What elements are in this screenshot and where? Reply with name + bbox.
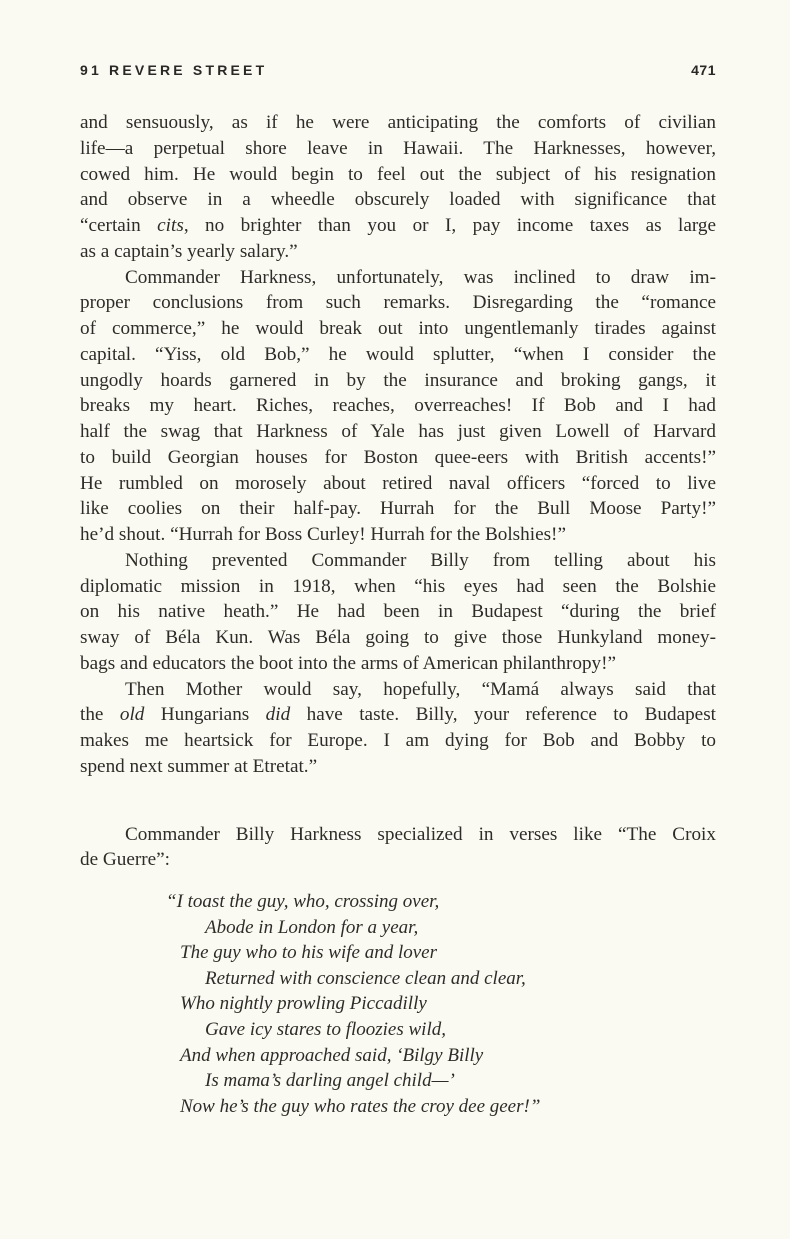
verse-line: The guy who to his wife and lover: [180, 942, 438, 964]
text-line: Nothing prevented Commander Billy from telling about his: [125, 549, 716, 571]
page-number: 471: [691, 62, 716, 78]
text-line: makes me heartsick for Europe. I am dying for Bob and Bobby to: [80, 730, 716, 751]
text-line: diplomatic mission in 1918, when “his eyes had seen the Bolshie: [80, 575, 716, 597]
text-line: capital. “Yiss, old Bob,” he would splutter, “when I consider the: [80, 343, 716, 365]
paragraph: [80, 677, 716, 780]
text-line: of commerce,” he would break out into ungentlemanly tirades against: [80, 318, 716, 339]
text-line: half the swag that Harkness of Yale has just given Lowell of Harvard: [80, 421, 716, 442]
text-line: Commander Billy Harkness specialized in verses like “The Croix: [125, 823, 716, 845]
verse-stanza: [80, 889, 716, 1119]
page-body: [80, 110, 716, 1119]
verse-line: Gave icy stares to floozies wild,: [205, 1018, 446, 1040]
text-line: He rumbled on morosely about retired naval officers “forced to live: [80, 472, 716, 494]
text-line: proper conclusions from such remarks. Disregarding the “romance: [80, 292, 716, 314]
text-line: Then Mother would say, hopefully, “Mamá always said that: [125, 678, 716, 700]
verse-line: “I toast the guy, who, crossing over,: [166, 891, 440, 912]
text-line: bags and educators the boot into the arms of American philanthropy!”: [80, 652, 617, 674]
text-line: cowed him. He would begin to feel out the subject of his resignation: [80, 163, 716, 185]
text-line: de Guerre”:: [80, 849, 171, 871]
running-header: [80, 62, 716, 84]
text-line: on his native heath.” He had been in Budapest “during the brief: [80, 601, 716, 623]
text-line: and observe in a wheedle obscurely loaded with significance that: [80, 189, 716, 211]
section-gap: [80, 780, 716, 822]
paragraph: [80, 548, 716, 677]
text-line: like coolies on their half-pay. Hurrah for the Bull Moose Party!”: [80, 498, 716, 520]
verse-intro-paragraph: [80, 822, 716, 874]
paragraph: [80, 265, 716, 548]
text-line: and sensuously, as if he were anticipating the comforts of civilian: [80, 112, 716, 133]
text-line: “certain cits, no brighter than you or I, pay income taxes as large: [80, 215, 716, 236]
running-title: 91 REVERE STREET: [80, 62, 268, 78]
text-line: the old Hungarians did have taste. Billy, your reference to Budapest: [80, 704, 716, 726]
verse-line: Who nightly prowling Piccadilly: [180, 993, 427, 1015]
text-line: he’d shout. “Hurrah for Boss Curley! Hurrah for the Bolshies!”: [80, 524, 566, 545]
paragraph: [80, 110, 716, 265]
text-line: spend next summer at Etretat.”: [80, 755, 318, 777]
text-line: Commander Harkness, unfortunately, was inclined to draw im-: [125, 266, 716, 288]
text-line: as a captain’s yearly salary.”: [80, 240, 298, 262]
verse-line: Returned with conscience clean and clear,: [205, 967, 526, 989]
text-line: sway of Béla Kun. Was Béla going to give those Hunkyland money-: [80, 627, 716, 648]
verse-line: Is mama’s darling angel child—’: [205, 1070, 455, 1092]
verse-line: And when approached said, ‘Bilgy Billy: [180, 1044, 484, 1066]
text-line: ungodly hoards garnered in by the insurance and broking gangs, it: [80, 369, 716, 391]
verse-line: Abode in London for a year,: [205, 916, 419, 938]
text-line: breaks my heart. Riches, reaches, overreaches! If Bob and I had: [80, 395, 716, 417]
text-line: to build Georgian houses for Boston quee-eers with British accents!”: [80, 446, 716, 468]
prose-paragraphs: [80, 110, 716, 780]
verse-line: Now he’s the guy who rates the croy dee geer!”: [180, 1095, 541, 1117]
text-line: life—a perpetual shore leave in Hawaii. The Harknesses, however,: [80, 137, 716, 159]
